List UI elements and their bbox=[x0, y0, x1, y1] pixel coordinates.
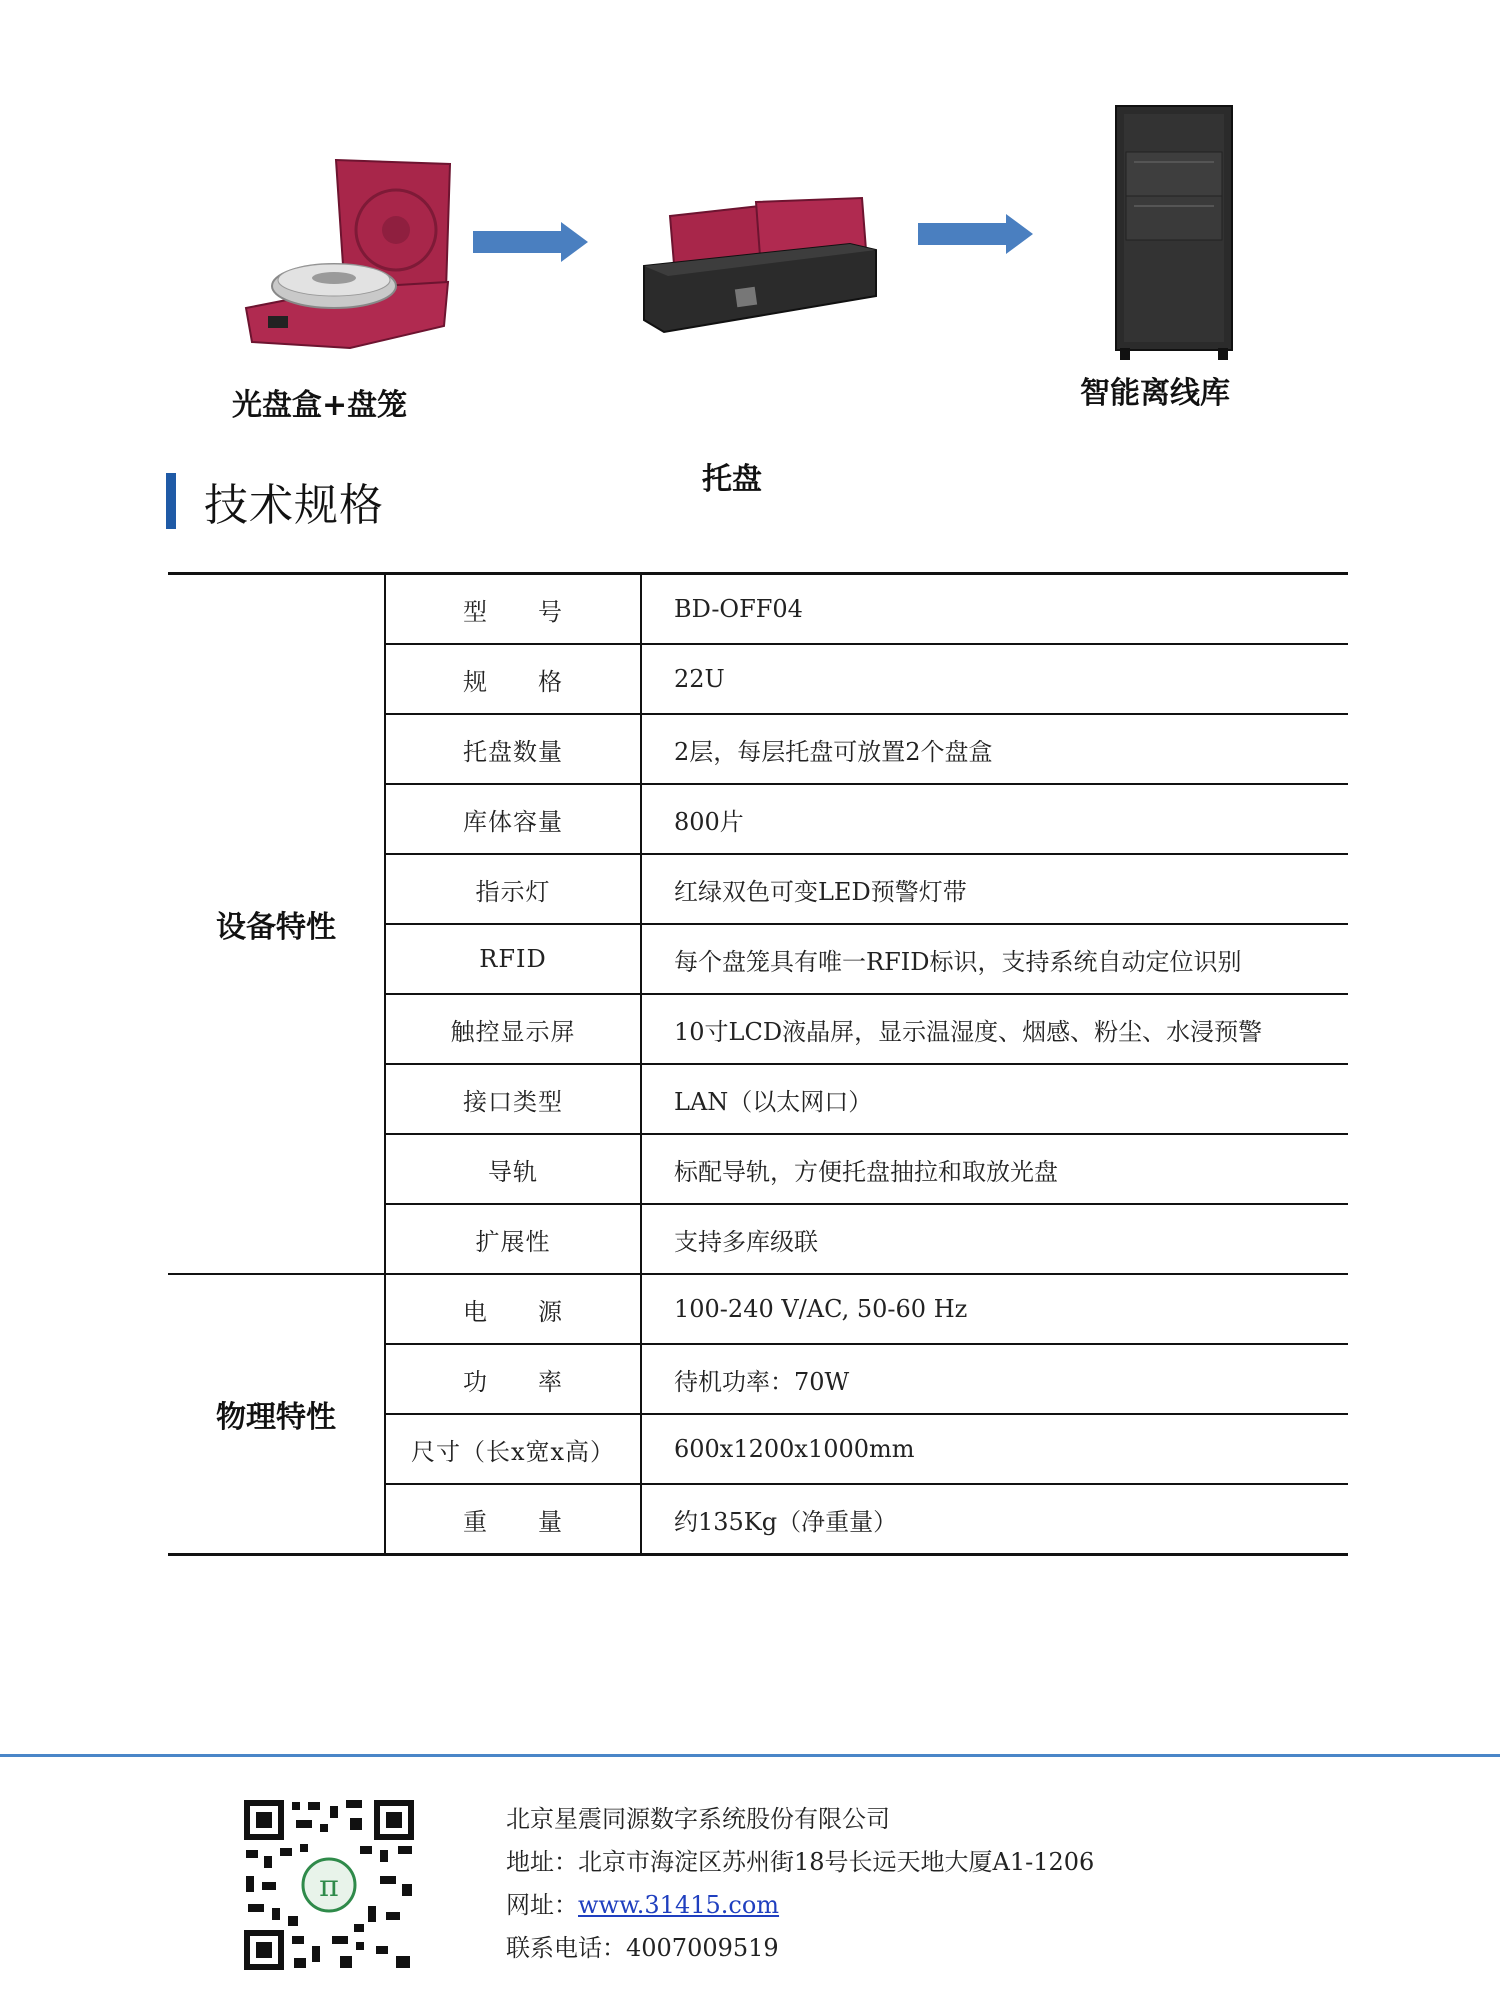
product-caption: 光盘盒+盘笼 bbox=[232, 388, 408, 423]
spec-key: 型 号 bbox=[385, 574, 641, 645]
phone-label: 联系电话： bbox=[506, 1934, 626, 1962]
spec-key: 导轨 bbox=[385, 1134, 641, 1204]
rack-image bbox=[1114, 104, 1234, 362]
table-row bbox=[168, 574, 1348, 645]
spec-key: 扩展性 bbox=[385, 1204, 641, 1274]
arrow-right-icon bbox=[918, 214, 1033, 254]
spec-value: 约135Kg（净重量） bbox=[641, 1484, 1348, 1555]
spec-value: 每个盘笼具有唯一RFID标识，支持系统自动定位识别 bbox=[641, 924, 1348, 994]
phone-value: 4007009519 bbox=[626, 1934, 779, 1962]
spec-value: 22U bbox=[641, 644, 1348, 714]
website-label: 网址： bbox=[506, 1891, 578, 1919]
contact-info bbox=[506, 1798, 1094, 1970]
spec-value: 600x1200x1000mm bbox=[641, 1414, 1348, 1484]
spec-value: 800片 bbox=[641, 784, 1348, 854]
company-name: 北京星震同源数字系统股份有限公司 bbox=[506, 1805, 890, 1833]
spec-category-physical: 物理特性 bbox=[168, 1274, 385, 1555]
spec-key: 电 源 bbox=[385, 1274, 641, 1344]
section-title: 技术规格 bbox=[204, 480, 384, 531]
tray-image bbox=[640, 192, 880, 342]
product-caption: 托盘 bbox=[702, 462, 762, 497]
product-flow bbox=[0, 100, 1500, 497]
spec-category-device: 设备特性 bbox=[168, 574, 385, 1275]
spec-value: BD-OFF04 bbox=[641, 574, 1348, 645]
section-heading bbox=[166, 472, 384, 530]
address-line bbox=[506, 1841, 1094, 1884]
spec-key: 触控显示屏 bbox=[385, 994, 641, 1064]
spec-key: 接口类型 bbox=[385, 1064, 641, 1134]
arrow-right-icon bbox=[473, 222, 588, 262]
address-value: 北京市海淀区苏州街18号长远天地大厦A1-1206 bbox=[578, 1848, 1095, 1876]
spec-key: 重 量 bbox=[385, 1484, 641, 1555]
spec-table bbox=[168, 572, 1348, 1556]
spec-key: 功 率 bbox=[385, 1344, 641, 1414]
spec-value: 2层，每层托盘可放置2个盘盒 bbox=[641, 714, 1348, 784]
table-row bbox=[168, 1274, 1348, 1344]
spec-key: RFID bbox=[385, 924, 641, 994]
address-label: 地址： bbox=[506, 1848, 578, 1876]
disc-box-product bbox=[232, 158, 458, 448]
offline-library-product bbox=[1080, 104, 1320, 414]
product-caption: 智能离线库 bbox=[1080, 376, 1230, 411]
qr-code[interactable] bbox=[240, 1796, 418, 1974]
disc-box-image bbox=[238, 158, 458, 358]
footer-divider bbox=[0, 1754, 1500, 1757]
spec-value: 支持多库级联 bbox=[641, 1204, 1348, 1274]
qr-logo: π bbox=[319, 1869, 339, 1904]
phone-line bbox=[506, 1927, 1094, 1970]
spec-value: 10寸LCD液晶屏，显示温湿度、烟感、粉尘、水浸预警 bbox=[641, 994, 1348, 1064]
spec-key: 指示灯 bbox=[385, 854, 641, 924]
spec-key: 托盘数量 bbox=[385, 714, 641, 784]
section-accent-bar bbox=[166, 473, 176, 529]
spec-value: 待机功率：70W bbox=[641, 1344, 1348, 1414]
tray-product bbox=[640, 192, 880, 497]
spec-value: 标配导轨，方便托盘抽拉和取放光盘 bbox=[641, 1134, 1348, 1204]
website-link[interactable]: www.31415.com bbox=[578, 1891, 780, 1919]
spec-key: 规 格 bbox=[385, 644, 641, 714]
spec-value: LAN（以太网口） bbox=[641, 1064, 1348, 1134]
spec-key: 尺寸（长x宽x高） bbox=[385, 1414, 641, 1484]
website-line bbox=[506, 1884, 1094, 1927]
spec-value: 100-240 V/AC, 50-60 Hz bbox=[641, 1274, 1348, 1344]
spec-key: 库体容量 bbox=[385, 784, 641, 854]
spec-value: 红绿双色可变LED预警灯带 bbox=[641, 854, 1348, 924]
